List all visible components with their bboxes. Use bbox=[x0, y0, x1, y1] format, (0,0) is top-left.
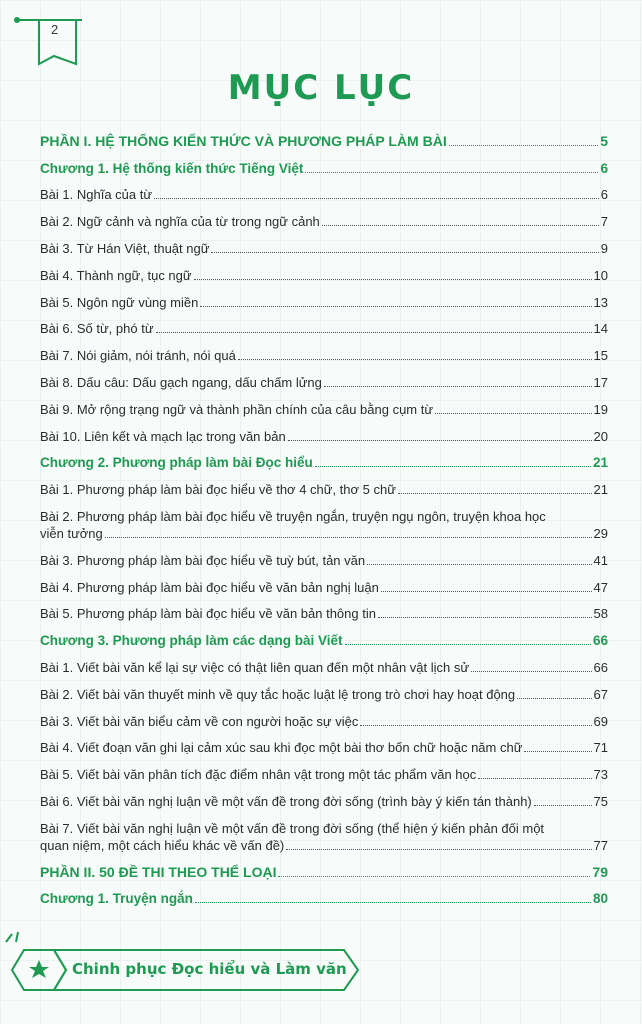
toc-entry-label: Bài 7. Viết bài văn nghị luận về một vấn đề trong đời sống (thể hiện ý kiến phản đối một bbox=[40, 820, 545, 836]
toc-entry-lesson[interactable] bbox=[40, 207, 608, 234]
toc-entry-page: 80 bbox=[592, 891, 608, 907]
toc-entry-label: Bài 4. Phương pháp làm bài đọc hiểu về văn bản nghị luận bbox=[40, 579, 379, 595]
toc-entry-page: 58 bbox=[593, 606, 608, 622]
toc-entry-label: Bài 5. Ngôn ngữ vùng miền bbox=[40, 294, 199, 310]
toc-entry-lesson[interactable] bbox=[40, 234, 608, 261]
toc-entry-page: 5 bbox=[600, 132, 608, 149]
dot-leader bbox=[367, 564, 591, 565]
toc-entry-part[interactable] bbox=[40, 127, 608, 154]
dot-leader bbox=[517, 698, 591, 699]
toc-entry-label: Chương 1. Hệ thống kiến thức Tiếng Việt bbox=[40, 160, 304, 176]
toc-entry-page: 79 bbox=[592, 863, 608, 880]
toc-entry-label: Bài 3. Từ Hán Việt, thuật ngữ bbox=[40, 240, 210, 256]
dot-leader bbox=[195, 902, 591, 903]
toc-entry-chapter[interactable] bbox=[40, 626, 608, 653]
toc-entry-label: Bài 4. Viết đoạn văn ghi lại cảm xúc sau khi đọc một bài thơ bốn chữ hoặc năm chữ bbox=[40, 740, 523, 756]
toc-entry-lesson[interactable] bbox=[40, 546, 608, 573]
toc-entry-chapter[interactable] bbox=[40, 885, 608, 912]
dot-leader bbox=[105, 537, 592, 538]
dot-leader bbox=[345, 644, 591, 645]
toc-entry-lesson[interactable] bbox=[40, 814, 608, 858]
dot-leader bbox=[286, 849, 591, 850]
toc-entry-page: 29 bbox=[593, 525, 608, 541]
dot-leader bbox=[278, 876, 590, 877]
toc-entry-page: 66 bbox=[593, 659, 608, 675]
toc-entry-lesson[interactable] bbox=[40, 341, 608, 368]
dot-leader bbox=[200, 306, 591, 307]
toc-entry-lesson[interactable] bbox=[40, 573, 608, 600]
page-title: MỤC LỤC bbox=[227, 68, 415, 108]
dot-leader bbox=[449, 145, 598, 146]
toc-entry-label: Bài 9. Mở rộng trạng ngữ và thành phần chính của câu bằng cụm từ bbox=[40, 401, 434, 417]
toc-entry-label: Bài 10. Liên kết và mạch lạc trong văn bản bbox=[40, 428, 286, 444]
toc-entry-page: 6 bbox=[600, 187, 608, 203]
page-number: 2 bbox=[51, 22, 59, 37]
toc-entry-lesson[interactable] bbox=[40, 760, 608, 787]
toc-entry-label: Chương 1. Truyện ngắn bbox=[40, 891, 193, 907]
toc-entry-page: 21 bbox=[593, 482, 608, 498]
toc-entry-page: 20 bbox=[593, 428, 608, 444]
toc-entry-lesson[interactable] bbox=[40, 600, 608, 627]
dot-leader bbox=[478, 778, 591, 779]
dot-leader bbox=[288, 440, 592, 441]
toc-entry-page: 7 bbox=[600, 214, 608, 230]
dot-leader bbox=[360, 725, 591, 726]
toc-entry-label: Bài 1. Phương pháp làm bài đọc hiểu về thơ 4 chữ, thơ 5 chữ bbox=[40, 482, 396, 498]
toc-entry-lesson[interactable] bbox=[40, 261, 608, 288]
toc-entry-label: Bài 2. Phương pháp làm bài đọc hiểu về truyện ngắn, truyện ngụ ngôn, truyện khoa học bbox=[40, 508, 546, 524]
toc-entry-label: Bài 8. Dấu câu: Dấu gạch ngang, dấu chấm lửng bbox=[40, 374, 322, 390]
page-bookmark-icon bbox=[14, 14, 84, 66]
toc-entry-label: Bài 5. Viết bài văn phân tích đặc điểm nhân vật trong một tác phẩm văn học bbox=[40, 767, 477, 783]
toc-entry-label: Bài 6. Viết bài văn nghị luận về một vấn đề trong đời sống (trình bày ý kiến tán thành) bbox=[40, 793, 532, 809]
toc-entry-page: 66 bbox=[592, 633, 608, 649]
toc-entry-lesson[interactable] bbox=[40, 707, 608, 734]
toc-entry-page: 21 bbox=[592, 455, 608, 471]
toc-entry-label: Chương 2. Phương pháp làm bài Đọc hiểu bbox=[40, 455, 313, 471]
toc-entry-lesson[interactable] bbox=[40, 422, 608, 449]
toc-entry-page: 14 bbox=[593, 321, 608, 337]
dot-leader bbox=[154, 198, 599, 199]
toc-entry-chapter[interactable] bbox=[40, 154, 608, 181]
toc-entry-label: Chương 3. Phương pháp làm các dạng bài Viết bbox=[40, 633, 343, 649]
dot-leader bbox=[315, 466, 591, 467]
dot-leader bbox=[194, 279, 592, 280]
toc-entry-chapter[interactable] bbox=[40, 449, 608, 476]
toc-entry-page: 67 bbox=[593, 686, 608, 702]
dot-leader bbox=[211, 252, 598, 253]
toc-entry-page: 69 bbox=[593, 713, 608, 729]
toc-entry-lesson[interactable] bbox=[40, 502, 608, 546]
dot-leader bbox=[381, 591, 592, 592]
toc-entry-label-cont: viễn tưởng bbox=[40, 525, 103, 541]
toc-entry-page: 9 bbox=[600, 240, 608, 256]
toc-entry-label: Bài 6. Số từ, phó từ bbox=[40, 321, 154, 337]
toc-entry-label: Bài 2. Ngữ cảnh và nghĩa của từ trong ngữ cảnh bbox=[40, 214, 320, 230]
series-title: Chinh phục Đọc hiểu và Làm văn bbox=[72, 960, 347, 978]
dot-leader bbox=[471, 671, 591, 672]
toc-entry-page: 15 bbox=[593, 348, 608, 364]
dot-leader bbox=[398, 493, 592, 494]
toc-entry-lesson[interactable] bbox=[40, 368, 608, 395]
toc-entry-lesson[interactable] bbox=[40, 181, 608, 208]
toc-entry-lesson[interactable] bbox=[40, 288, 608, 315]
toc-entry-label: Bài 3. Phương pháp làm bài đọc hiểu về tuỳ bút, tản văn bbox=[40, 552, 366, 568]
dot-leader bbox=[435, 413, 591, 414]
dot-leader bbox=[156, 332, 592, 333]
toc-entry-label: Bài 2. Viết bài văn thuyết minh về quy tắc hoặc luật lệ trong trò chơi hay hoạt động bbox=[40, 686, 516, 702]
toc-entry-page: 73 bbox=[593, 767, 608, 783]
toc-entry-page: 13 bbox=[593, 294, 608, 310]
toc-entry-page: 17 bbox=[593, 374, 608, 390]
toc-entry-lesson[interactable] bbox=[40, 680, 608, 707]
dot-leader bbox=[378, 617, 592, 618]
dot-leader bbox=[534, 805, 592, 806]
toc-entry-label: Bài 1. Viết bài văn kể lại sự việc có thật liên quan đến một nhân vật lịch sử bbox=[40, 659, 470, 675]
toc-entry-label: Bài 5. Phương pháp làm bài đọc hiểu về văn bản thông tin bbox=[40, 606, 376, 622]
toc-entry-lesson[interactable] bbox=[40, 653, 608, 680]
toc-entry-page: 71 bbox=[593, 740, 608, 756]
dot-leader bbox=[238, 359, 592, 360]
toc-entry-lesson[interactable] bbox=[40, 395, 608, 422]
table-of-contents bbox=[40, 127, 608, 911]
toc-entry-label: Bài 3. Viết bài văn biểu cảm về con người hoặc sự việc bbox=[40, 713, 359, 729]
dot-leader bbox=[322, 225, 599, 226]
dot-leader bbox=[324, 386, 592, 387]
toc-entry-label: PHẦN II. 50 ĐỀ THI THEO THỂ LOẠI bbox=[40, 863, 277, 880]
star-icon bbox=[29, 960, 49, 978]
toc-entry-lesson[interactable] bbox=[40, 475, 608, 502]
toc-entry-lesson[interactable] bbox=[40, 734, 608, 761]
toc-entry-label: Bài 7. Nói giảm, nói tránh, nói quá bbox=[40, 348, 236, 364]
dot-leader bbox=[305, 172, 598, 173]
toc-entry-lesson[interactable] bbox=[40, 787, 608, 814]
toc-entry-page: 47 bbox=[593, 579, 608, 595]
toc-entry-page: 19 bbox=[593, 401, 608, 417]
toc-entry-page: 41 bbox=[593, 552, 608, 568]
toc-entry-page: 75 bbox=[593, 793, 608, 809]
toc-entry-page: 77 bbox=[593, 837, 608, 853]
dot-leader bbox=[524, 751, 591, 752]
toc-entry-label: Bài 4. Thành ngữ, tục ngữ bbox=[40, 267, 192, 283]
toc-entry-label: Bài 1. Nghĩa của từ bbox=[40, 187, 153, 203]
toc-entry-page: 10 bbox=[593, 267, 608, 283]
toc-entry-lesson[interactable] bbox=[40, 315, 608, 342]
toc-entry-label: PHẦN I. HỆ THỐNG KIẾN THỨC VÀ PHƯƠNG PHÁP LÀM BÀI bbox=[40, 132, 447, 149]
toc-entry-page: 6 bbox=[600, 160, 608, 176]
toc-entry-part[interactable] bbox=[40, 858, 608, 885]
toc-entry-label-cont: quan niệm, một cách hiểu khác về vấn đề) bbox=[40, 837, 285, 853]
